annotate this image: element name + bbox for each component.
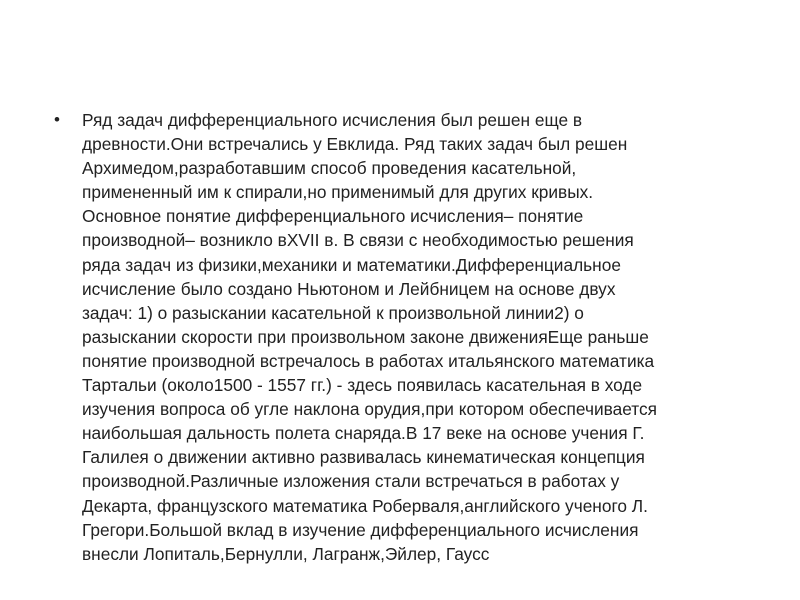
text-line: ряда задач из физики,механики и математики.Дифференциальное [82,254,621,275]
text-line: задач: 1) о разыскании касательной к произвольной линии2) о [82,302,584,323]
text-line: понятие производной встречалось в работах итальянского математика [82,350,655,371]
text-line: производной.Различные изложения стали встречаться в работах у [82,471,620,492]
text-line: Декарта, французского математика Роберваля,английского ученого Л. [82,495,648,516]
text-line: Галилея о движении активно развивалась кинематическая концепция [82,447,645,468]
text-line: производной– возникло вXVII в. В связи с необходимостью решения [82,230,634,251]
text-line: древности.Они встречались у Евклида. Ряд таких задач был решен [82,134,628,155]
text-line: Тартальи (около1500 - 1557 гг.) - здесь появилась касательная в ходе [82,375,643,396]
bullet-item [52,108,752,566]
text-line: изучения вопроса об угле наклона орудия,при котором обеспечивается [82,399,657,420]
text-line: наибольшая дальность полета снаряда.В 17 веке на основе учения Г. [82,423,645,444]
text-line: Основное понятие дифференциального исчисления– понятие [82,206,584,227]
text-line: Грегори.Большой вклад в изучение дифференциального исчисления [82,519,639,540]
text-line: Ряд задач дифференциального исчисления был решен еще в [82,110,583,130]
text-line: разыскании скорости при произвольном законе движенияЕще раньше [82,326,649,347]
text-line: исчисление было создано Ньютоном и Лейбницем на основе двух [82,278,616,299]
text-line: Архимедом,разработавшим способ проведения касательной, [82,158,577,179]
text-line: внесли Лопиталь,Бернулли, Лагранж,Эйлер, Гаусс [82,543,490,564]
bullet-list [52,108,752,566]
text-line: примененный им к спирали,но применимый для других кривых. [82,182,594,203]
bullet-icon: • [54,110,60,129]
